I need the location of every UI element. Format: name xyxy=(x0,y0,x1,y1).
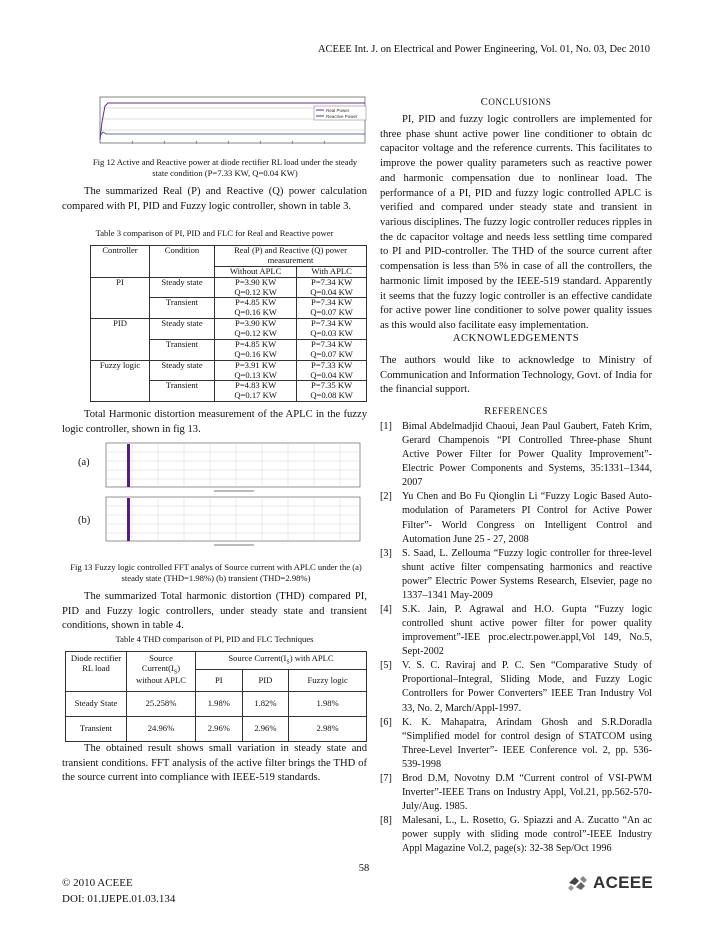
paragraph-thd-measurement: Total Harmonic distortion measurement of the APLC in the fuzzy logic controller, shown in fig 13. xyxy=(62,409,367,435)
t4-pid: 1.82% xyxy=(242,692,289,717)
t3-without-q: Q=0.12 KW xyxy=(234,328,277,338)
t3-header-measurement: Real (P) and Reactive (Q) power measurement xyxy=(215,246,367,267)
reference-number: [5] xyxy=(380,660,392,672)
t3-without xyxy=(215,381,297,402)
t3-controller: PID xyxy=(91,319,150,361)
t3-without-q: Q=0.13 KW xyxy=(234,369,277,380)
t3-without-p: P=4.85 KW xyxy=(235,297,277,308)
reference-number: [1] xyxy=(380,421,392,432)
list-item xyxy=(380,547,652,603)
fig13b-label: (b) xyxy=(78,515,91,526)
t3-with xyxy=(297,360,367,381)
fig12-plot xyxy=(62,92,367,152)
aceee-logo xyxy=(567,873,653,893)
references-heading-rest: EFERENCES xyxy=(491,406,548,416)
t4-header-load: Diode rectifier RL load xyxy=(66,652,127,692)
t3-with-p: P=7.33 KW xyxy=(311,359,353,370)
t3-without-q: Q=0.17 KW xyxy=(234,390,277,401)
t4-load: Steady State xyxy=(66,692,127,717)
table-row xyxy=(91,360,367,381)
reference-text: Malesani, L., L. Rosetto, G. Spiazzi and A. Zucatto “An ac power supply with sliding mode control”-IEEE Industry Appl Magazine Vol.2, page(s): 32-38 Sep/Oct 1996 xyxy=(402,815,652,855)
paragraph-results: The obtained result shows small variation in steady state and transient conditions. FFT analysis of the active filter brings the THD of the source current into compliance with IEEE-519 standards. xyxy=(62,743,367,784)
t3-with-q: Q=0.03 KW xyxy=(310,328,353,338)
table4-caption: Table 4 THD comparison of PI, PID and FLC Techniques xyxy=(115,634,314,644)
t3-with-p: P=7.34 KW xyxy=(311,297,353,308)
list-item xyxy=(380,814,652,856)
fig13a-fft-plot xyxy=(102,440,362,500)
t4-header-without xyxy=(127,652,196,692)
t4-header-with-sub: S xyxy=(286,659,290,666)
t3-with xyxy=(297,381,367,402)
t4-without: 25.258% xyxy=(127,692,196,717)
fig13a-label: (a) xyxy=(78,457,90,468)
list-item xyxy=(380,490,652,546)
t3-without-q: Q=0.12 KW xyxy=(234,286,277,297)
list-item xyxy=(380,659,652,715)
conclusions-text: PI, PID and fuzzy logic controllers are implemented for three phase shunt active power line conditioner to obtain dc capacitor voltage and the reference currents. This facilitates to improve the power quality parameters such as reactive power and harmonic compensation due to nonlinear load. The performance of a PI, PID and fuzzy logic controlled APLC is verified and compared under steady state and transient in various disciplines. The fuzzy logic controller reduces ripples in the dc capacitor voltage and needs less settling time compared to PI and PID-controller. The THD of the source current after compensation is less than 5% in case of all the controllers, the harmonic limit imposed by the IEEE-519 standard. Apparently it seems that the fuzzy logic controller is an effective candidate for active power line conditioner to solve power quality issues as this would also facilitate easy implementation. xyxy=(380,114,652,332)
acknowledgements-heading: ACKNOWLEDGEMENTS xyxy=(452,333,580,344)
reference-text: Yu Chen and Bo Fu Qionglin Li “Fuzzy Logic Based Auto-modulation of Parameters PI Control for Active Power Filter”- World Congress on Intelligent Control and Automation June 25 - 27, 2008 xyxy=(402,491,652,545)
t3-condition: Transient xyxy=(150,298,215,319)
t3-controller: PI xyxy=(91,277,150,319)
footer-copyright: © 2010 ACEEE xyxy=(62,877,133,889)
t3-without xyxy=(215,277,297,298)
table3 xyxy=(90,245,367,402)
aceee-logo-text: ACEEE xyxy=(593,873,654,892)
t4-without: 24.96% xyxy=(127,717,196,742)
running-header: ACEEE Int. J. on Electrical and Power Engineering, Vol. 01, No. 03, Dec 2010 xyxy=(317,44,650,55)
t3-header-condition: Condition xyxy=(150,246,215,278)
t4-header-pi: PI xyxy=(196,669,243,692)
reference-number: [4] xyxy=(380,604,392,616)
reference-text: K. K. Mahapatra, Arindam Ghosh and S.R.Doradla “Simplified model for control design of STATCOM using Three-Level Inverter”- IEEE Conference vol. 2, pp. 536-539-1998 xyxy=(402,716,652,770)
t4-fuzzy: 2.98% xyxy=(289,717,367,742)
list-item xyxy=(380,772,652,814)
t3-with-q: Q=0.04 KW xyxy=(310,369,353,380)
t3-without-p: P=3.90 KW xyxy=(235,276,277,287)
reference-text: S.K. Jain, P. Agrawal and H.O. Gupta “Fuzzy logic controlled shunt active power filter for power quality improvement”-IEE proc.electr.power.appl,Vol 149, No.5, Sept-2002 xyxy=(402,604,652,658)
t3-condition: Transient xyxy=(150,339,215,360)
t4-pi: 2.96% xyxy=(196,717,243,742)
t4-header-fuzzy: Fuzzy logic xyxy=(289,669,367,692)
t3-without xyxy=(215,319,297,340)
table4 xyxy=(65,651,367,742)
t3-header-controller: Controller xyxy=(91,246,150,278)
table-row xyxy=(91,277,367,298)
fig12-reactive-power-line xyxy=(100,132,365,136)
acknowledgements-text: The authors would like to acknowledge to Ministry of Communication and Information Technology, Govt. of India for the financial support. xyxy=(380,355,652,396)
t3-condition: Steady state xyxy=(150,360,215,381)
t3-header-with: With APLC xyxy=(297,266,367,277)
list-item xyxy=(380,716,652,772)
t4-pi: 1.98% xyxy=(196,692,243,717)
reference-text: Brod D.M, Novotny D.M “Current control of VSI-PWM Inverter”-IEEE Trans on Industry Appl, Vol.21, pp.562-570-July/Aug. 1985. xyxy=(402,772,652,813)
paragraph-thd-summary: The summarized Total harmonic distortion (THD) compared PI, PID and Fuzzy logic controllers, under steady state and transient conditions, shown in table 4. xyxy=(62,591,367,632)
t4-fuzzy: 1.98% xyxy=(289,692,367,717)
reference-list xyxy=(380,420,652,856)
page-number: 58 xyxy=(358,863,370,874)
fig12-legend-real: Real Power xyxy=(326,108,350,113)
table-row xyxy=(91,319,367,340)
footer-doi: DOI: 01.IJEPE.01.03.134 xyxy=(62,893,176,905)
t3-controller: Fuzzy logic xyxy=(91,360,150,402)
t3-with-p: P=7.35 KW xyxy=(311,380,353,391)
reference-number: [8] xyxy=(380,815,392,827)
fig12-ticks xyxy=(132,141,325,144)
table-row xyxy=(66,692,367,717)
reference-number: [3] xyxy=(380,547,392,559)
reference-text: Bimal Abdelmadjid Chaoui, Jean Paul Gaubert, Fateh Krim, Gerard Champenois “PI Controlled Three-phase Shunt Active Power Filter for Power Quality Improvement”- Electric Power Components and Systems, 35:1331–1344, 2007 xyxy=(402,421,652,489)
t3-with-q: Q=0.08 KW xyxy=(310,390,353,401)
t4-header-without-main: Source Current(I xyxy=(141,653,174,673)
t3-without xyxy=(215,360,297,381)
reference-number: [7] xyxy=(380,772,392,784)
t3-without xyxy=(215,339,297,360)
t3-with-p: P=7.34 KW xyxy=(311,338,353,349)
t3-header-without: Without APLC xyxy=(215,266,297,277)
fig12-legend-reactive: Reactive Power xyxy=(326,114,358,119)
fig13a-fundamental-bar xyxy=(127,444,130,487)
t3-without-q: Q=0.16 KW xyxy=(234,307,277,318)
t3-with xyxy=(297,298,367,319)
table-row xyxy=(66,717,367,742)
t4-header-pid: PID xyxy=(242,669,289,692)
t3-condition: Steady state xyxy=(150,319,215,340)
reference-number: [2] xyxy=(380,491,392,503)
aceee-logo-icon xyxy=(567,875,589,891)
t3-without-p: P=3.90 KW xyxy=(235,318,277,329)
t3-without-p: P=4.83 KW xyxy=(235,380,277,391)
t3-with-q: Q=0.07 KW xyxy=(310,307,353,318)
list-item xyxy=(380,420,652,490)
t3-with-q: Q=0.07 KW xyxy=(310,348,353,359)
t3-without-p: P=4.85 KW xyxy=(235,338,277,349)
t3-with xyxy=(297,277,367,298)
t3-without-p: P=3.91 KW xyxy=(235,359,277,370)
conclusions-heading-rest: ONCLUSIONS xyxy=(488,97,552,107)
t3-with xyxy=(297,319,367,340)
t3-without-q: Q=0.16 KW xyxy=(234,348,277,359)
t4-load: Transient xyxy=(66,717,127,742)
t4-header-without-sub: S xyxy=(173,669,178,676)
t4-pid: 2.96% xyxy=(242,717,289,742)
t3-with-p: P=7.34 KW xyxy=(311,318,353,329)
t4-header-with-tail: ) with APLC xyxy=(289,653,334,663)
conclusions-heading-initial: C xyxy=(480,96,489,108)
references-heading xyxy=(380,405,652,417)
table3-caption: Table 3 comparison of PI, PID and FLC for Real and Reactive power xyxy=(95,228,334,238)
t3-without xyxy=(215,298,297,319)
t3-condition: Transient xyxy=(150,381,215,402)
fig13-caption: Fig 13 Fuzzy logic controlled FFT analys of Source current with APLC under the (a) steady state (THD=1.98%) (b) transient (THD=2.98%) xyxy=(70,562,362,583)
t4-header-with xyxy=(196,652,367,670)
reference-text: V. S. C. Raviraj and P. C. Sen “Comparative Study of Proportional–Integral, Sliding Mode, and Fuzzy Logic Controllers for Power Converters” IEEE Tran Industry Vol 33, No. 2, March/Appl-1997. xyxy=(402,660,652,714)
fig13b-fft-plot xyxy=(102,494,362,554)
list-item xyxy=(380,603,652,659)
t3-with-p: P=7.34 KW xyxy=(311,276,353,287)
t4-header-without-tail: ) without APLC xyxy=(136,662,186,686)
t3-condition: Steady state xyxy=(150,277,215,298)
t4-header-with-main: Source Current(I xyxy=(228,653,287,663)
reference-number: [6] xyxy=(380,716,392,728)
fig13b-fundamental-bar xyxy=(127,498,130,541)
t3-with-q: Q=0.04 KW xyxy=(310,286,353,297)
fig12-caption: Fig 12 Active and Reactive power at diode rectifier RL load under the steady state condition (P=7.33 KW, Q=0.04 KW) xyxy=(92,157,358,178)
references-heading-initial: R xyxy=(484,405,492,417)
t3-with xyxy=(297,339,367,360)
paragraph-pq-summary: The summarized Real (P) and Reactive (Q) power calculation compared with PI, PID and Fuzzy logic controller, shown in table 3. xyxy=(62,186,367,212)
conclusions-heading xyxy=(380,96,652,108)
reference-text: S. Saad, L. Zellouma “Fuzzy logic controller for three-level shunt active filter compensating harmonics and reactive power” Electric Power Systems Research, Elsevier, page no 1337–1341 May-2009 xyxy=(402,547,652,601)
